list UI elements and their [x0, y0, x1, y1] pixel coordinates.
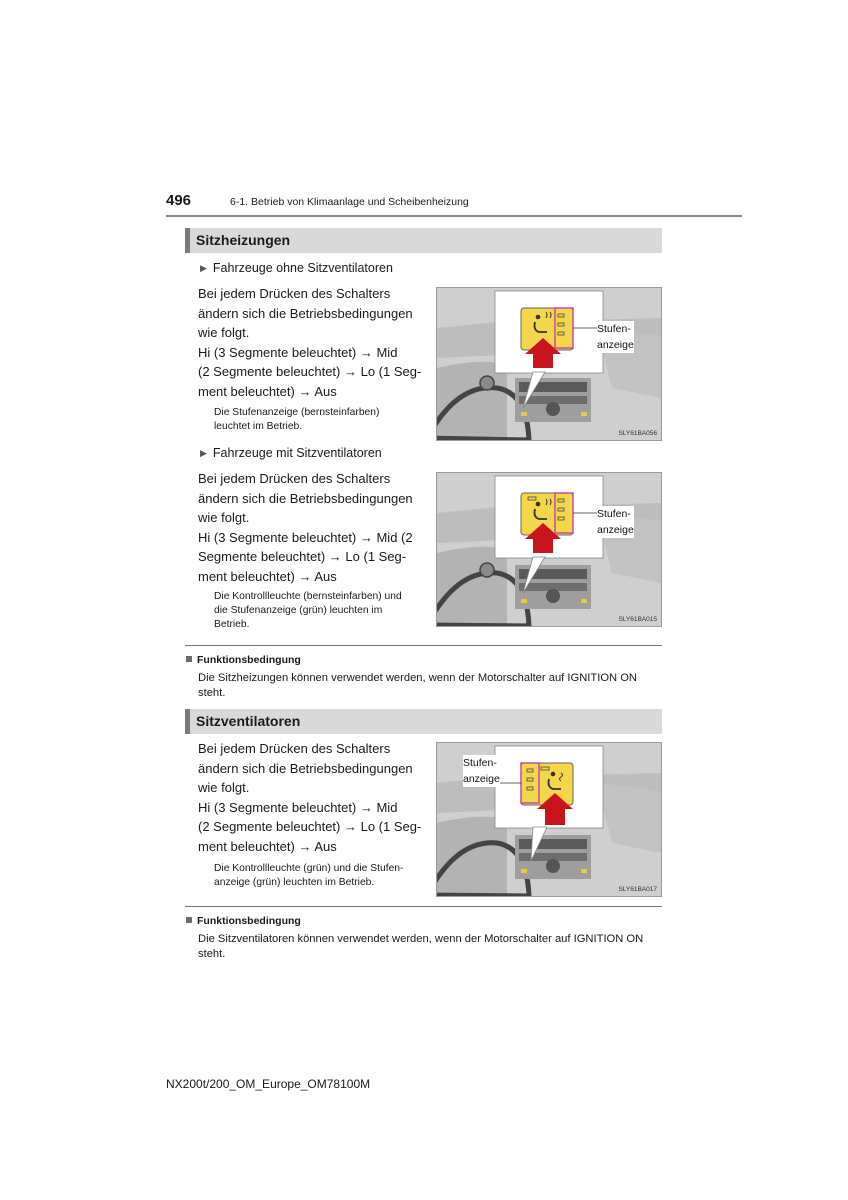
text-line: steht. [198, 687, 226, 699]
text-line: (2 Segmente beleuchtet) → Lo (1 Seg- [198, 364, 422, 379]
instruction-paragraph-1 [198, 284, 424, 401]
funktionsbedingung-text-1 [198, 671, 668, 701]
text-line: Die Sitzventilatoren können verwendet werden, wenn der Motorschalter auf IGNITION ON [198, 933, 644, 945]
callout-line: Stufen- [597, 508, 631, 520]
text-line: Hi (3 Segmente beleuchtet) → Mid (2 [198, 529, 413, 545]
figure-code: SLY61BA017 [618, 886, 657, 893]
figure-seat-heater-switch-2 [436, 472, 662, 627]
text-line: ändern sich die Betriebsbedingungen [198, 490, 413, 506]
text-line: ändern sich die Betriebsbedingungen [198, 305, 413, 321]
document-id: NX200t/200_OM_Europe_OM78100M [166, 1077, 371, 1091]
note-3 [214, 862, 424, 890]
text-line: ment beleuchtet) → Aus [198, 568, 337, 584]
text-line: Bei jedem Drücken des Schalters [198, 471, 391, 486]
dashboard-illustration [437, 473, 661, 626]
note-line: anzeige (grün) leuchten im Betrieb. [214, 877, 375, 888]
text-line: Hi (3 Segmente beleuchtet) → Mid [198, 799, 398, 815]
section-title-sitzventilatoren: Sitzventilatoren [185, 709, 662, 734]
callout-line: Stufen- [463, 757, 497, 769]
bullet-variant-2 [200, 446, 382, 460]
callout-line: anzeige [597, 339, 634, 351]
text-line: wie folgt. [198, 325, 250, 340]
figure-code: SLY61BA015 [618, 616, 657, 623]
note-line: leuchtet im Betrieb. [214, 421, 303, 432]
callout-stufenanzeige [597, 506, 634, 538]
bullet-label: Fahrzeuge ohne Sitzventilatoren [212, 261, 393, 275]
heading-label: Funktionsbedingung [197, 915, 301, 927]
dashboard-illustration [437, 288, 661, 440]
callout-stufenanzeige [463, 755, 500, 787]
running-head: 6-1. Betrieb von Klimaanlage und Scheibenheizung [230, 196, 469, 208]
bullet-variant-1 [200, 261, 393, 275]
bullet-label: Fahrzeuge mit Sitzventilatoren [212, 446, 382, 460]
heading-label: Funktionsbedingung [197, 654, 301, 666]
text-line: ment beleuchtet) → Aus [198, 838, 337, 854]
text-line: Hi (3 Segmente beleuchtet) → Mid [198, 344, 398, 360]
funktionsbedingung-heading-1 [186, 654, 301, 666]
note-line: Die Kontrollleuchte (bernsteinfarben) und [214, 591, 402, 602]
page-number: 496 [166, 192, 192, 209]
callout-stufenanzeige [597, 321, 634, 353]
text-line: (2 Segmente beleuchtet) → Lo (1 Seg- [198, 819, 422, 834]
header-rule [166, 215, 742, 217]
text-line: steht. [198, 948, 226, 960]
text-line: Bei jedem Drücken des Schalters [198, 741, 391, 756]
note-line: Die Kontrollleuchte (grün) und die Stufen- [214, 863, 404, 874]
note-line: Die Stufenanzeige (bernsteinfarben) [214, 407, 380, 418]
callout-line: Stufen- [597, 323, 631, 335]
triangle-bullet-icon: ▶ [200, 448, 207, 458]
note-line: Betrieb. [214, 619, 250, 630]
text-line: wie folgt. [198, 510, 250, 525]
separator [185, 906, 662, 907]
text-line: wie folgt. [198, 780, 250, 795]
square-bullet-icon [186, 917, 192, 923]
funktionsbedingung-text-2 [198, 932, 668, 962]
square-bullet-icon [186, 656, 192, 662]
note-line: die Stufenanzeige (grün) leuchten im [214, 605, 383, 616]
callout-line: anzeige [463, 773, 500, 785]
text-line: ment beleuchtet) → Aus [198, 383, 337, 399]
separator [185, 645, 662, 646]
funktionsbedingung-heading-2 [186, 915, 301, 927]
note-2 [214, 590, 424, 632]
note-1 [214, 406, 424, 434]
section-title-sitzheizungen: Sitzheizungen [185, 228, 662, 253]
figure-seat-ventilator-switch [436, 742, 662, 897]
triangle-bullet-icon: ▶ [200, 263, 207, 273]
instruction-paragraph-2 [198, 469, 424, 586]
figure-seat-heater-switch-1 [436, 287, 662, 441]
text-line: Die Sitzheizungen können verwendet werden, wenn der Motorschalter auf IGNITION ON [198, 672, 638, 684]
text-line: ändern sich die Betriebsbedingungen [198, 760, 413, 776]
text-line: Bei jedem Drücken des Schalters [198, 286, 391, 301]
callout-line: anzeige [597, 524, 634, 536]
text-line: Segmente beleuchtet) → Lo (1 Seg- [198, 549, 407, 564]
instruction-paragraph-3 [198, 739, 424, 856]
figure-code: SLY61BA056 [618, 430, 657, 437]
